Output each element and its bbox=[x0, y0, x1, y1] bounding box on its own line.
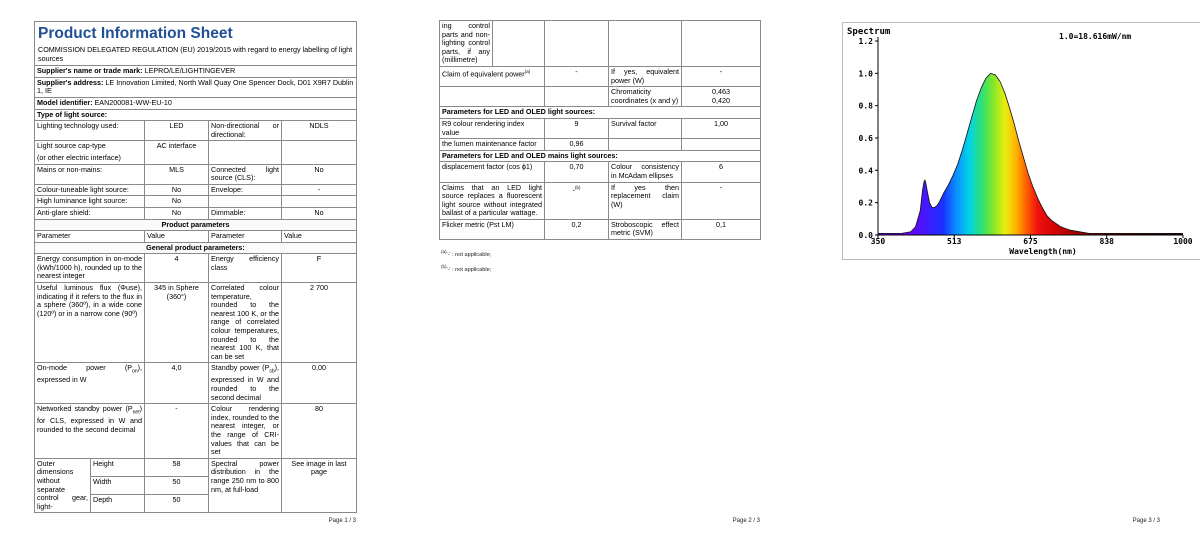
footnotes bbox=[441, 246, 491, 276]
supplier-name-row: Supplier's name or trade mark: LEPRO/LE/LIGHTINGEVER bbox=[35, 66, 357, 78]
displacement-label: displacement factor (cos ϕ1) bbox=[440, 162, 545, 182]
lumen-maintenance-label: the lumen maintenance factor bbox=[440, 139, 545, 151]
replacement-value: - bbox=[682, 182, 761, 219]
width-value: 50 bbox=[145, 476, 209, 494]
chart-title: Spectrum bbox=[847, 27, 891, 37]
product-parameters-header: Product parameters bbox=[35, 219, 357, 231]
energy-consumption-label: Energy consumption in on-mode (kWh/1000 h), rounded up to the nearest integer bbox=[35, 254, 145, 283]
column-header-value: Value bbox=[145, 231, 209, 243]
colour-tuneable-label: Colour-tuneable light source: bbox=[35, 184, 145, 196]
x-tick-label: 675 bbox=[1023, 237, 1038, 246]
colour-consistency-label: Colour consistency in McAdam ellipses bbox=[609, 162, 682, 182]
y-tick-label: 1.0 bbox=[858, 69, 873, 79]
spectrum-chart bbox=[842, 22, 1200, 260]
anti-glare-label: Anti-glare shield: bbox=[35, 207, 145, 219]
cct-value: 2 700 bbox=[282, 283, 357, 363]
general-params-header: General product parameters: bbox=[35, 242, 357, 254]
depth-value: 50 bbox=[145, 495, 209, 513]
page-number: Page 2 / 3 bbox=[732, 518, 760, 524]
flicker-value: 0,2 bbox=[545, 219, 609, 239]
y-tick-label: 0.8 bbox=[858, 101, 873, 111]
x-axis-label: Wavelength(nm) bbox=[1009, 247, 1077, 256]
dimmable-label: Dimmable: bbox=[209, 207, 282, 219]
height-value: 58 bbox=[145, 458, 209, 476]
envelope-label: Envelope: bbox=[209, 184, 282, 196]
cap-type-note: (or other electric interface) bbox=[37, 152, 121, 162]
standby-power-value: 0,00 bbox=[282, 363, 357, 404]
footnote-b: $^{(b)}$'-' : not applicable; bbox=[441, 263, 492, 273]
width-label: Width bbox=[91, 476, 145, 494]
equiv-power-label: If yes, equivalent power (W) bbox=[609, 66, 682, 86]
cri-value: 80 bbox=[282, 404, 357, 459]
page-3 bbox=[808, 0, 1200, 554]
mains-value: MLS bbox=[145, 164, 209, 184]
model-identifier-row: Model identifier: EAN200081-WW-EU-10 bbox=[35, 97, 357, 109]
cap-type-label: Light source cap-type bbox=[37, 141, 106, 151]
spectral-value: See image in last page bbox=[282, 458, 357, 513]
fluorescent-claim-label: Claims that an LED light source replaces a fluorescent light source without integrated ballast of a particular wattage. bbox=[440, 182, 545, 219]
page-number: Page 3 / 3 bbox=[1132, 518, 1160, 524]
anti-glare-value: No bbox=[145, 207, 209, 219]
energy-class-label: Energy efficiency class bbox=[209, 254, 282, 283]
stroboscopic-label: Stroboscopic effect metric (SVM) bbox=[609, 219, 682, 239]
x-tick-label: 1000 bbox=[1173, 237, 1193, 246]
displacement-value: 0,70 bbox=[545, 162, 609, 182]
stroboscopic-value: 0,1 bbox=[682, 219, 761, 239]
colour-consistency-value: 6 bbox=[682, 162, 761, 182]
y-tick-label: 0.0 bbox=[858, 231, 873, 240]
networked-standby-value: - bbox=[145, 404, 209, 459]
lighting-technology-label: Lighting technology used: bbox=[35, 121, 145, 141]
y-tick-label: 0.4 bbox=[858, 166, 873, 176]
page-number: Page 1 / 3 bbox=[328, 518, 356, 524]
energy-consumption-value: 4 bbox=[145, 254, 209, 283]
column-header-parameter: Parameter bbox=[35, 231, 145, 243]
survival-value: 1,00 bbox=[682, 118, 761, 138]
chromaticity-label: Chromaticity coordinates (x and y) bbox=[609, 87, 682, 107]
networked-standby-label: Networked standby power $(P_{net})$ for CLS, expressed in W and rounded to the second decimal bbox=[35, 404, 145, 459]
y-tick-label: 1.2 bbox=[858, 37, 873, 46]
column-header-value-2: Value bbox=[282, 231, 357, 243]
x-tick-label: 838 bbox=[1099, 237, 1114, 246]
cct-label: Correlated colour temperature, rounded to the nearest 100 K, or the range of correlated colour temperatures, rounded to the nearest 100 K, that can be set bbox=[209, 283, 282, 363]
spectrum-svg bbox=[843, 23, 1200, 259]
column-header-parameter-2: Parameter bbox=[209, 231, 282, 243]
spectrum-area bbox=[878, 73, 1183, 235]
mains-label: Mains or non-mains: bbox=[35, 164, 145, 184]
outer-dimensions-label: Outer dimensions without separate control gear, light- bbox=[35, 458, 91, 513]
non-directional-label: Non-directional or directional: bbox=[209, 121, 282, 141]
x-tick-label: 513 bbox=[947, 237, 962, 246]
plot-area bbox=[859, 37, 1193, 246]
supplier-address-row: Supplier's address: LE Innovation Limited, North Wall Quay One Spencer Dock, D01 X9R7 Dublin 1, IE bbox=[35, 77, 357, 97]
page-title: Product Information Sheet bbox=[38, 25, 233, 42]
footnote-a: $^{(a)}$'-' : not applicable; bbox=[441, 249, 492, 258]
non-directional-value: NDLS bbox=[282, 121, 357, 141]
equiv-claim-label: Claim of equivalent power$^{(a)}$ bbox=[440, 66, 545, 86]
equiv-claim-value: - bbox=[545, 66, 609, 86]
energy-class-value: F bbox=[282, 254, 357, 283]
colour-tuneable-value: No bbox=[145, 184, 209, 196]
survival-label: Survival factor bbox=[609, 118, 682, 138]
y-tick-label: 0.6 bbox=[858, 134, 873, 143]
product-info-table bbox=[34, 21, 357, 513]
page-2 bbox=[404, 0, 800, 554]
led-oled-header: Parameters for LED and OLED light sources: bbox=[440, 107, 761, 119]
luminous-flux-value: 345 in Sphere (360°) bbox=[145, 283, 209, 363]
dimensions-continued-label: ing control parts and non-lighting control parts, if any (millimetre) bbox=[440, 21, 493, 67]
equiv-power-value: - bbox=[682, 66, 761, 86]
cap-type-value: AC interface bbox=[145, 141, 209, 164]
r9-label: R9 colour rendering index value bbox=[440, 118, 545, 138]
replacement-label: If yes then replacement claim (W) bbox=[609, 182, 682, 219]
led-parameters-table bbox=[439, 20, 761, 240]
onmode-power-label: On-mode power $(P_{on})$, expressed in W bbox=[35, 363, 145, 404]
dimmable-value: No bbox=[282, 207, 357, 219]
page-1 bbox=[0, 0, 396, 554]
cls-value: No bbox=[282, 164, 357, 184]
spectral-label: Spectral power distribution in the range 250 nm to 800 nm, at full-load bbox=[209, 458, 282, 513]
chromaticity-x: 0,463 bbox=[712, 87, 730, 97]
y-tick-label: 0.2 bbox=[858, 198, 873, 208]
fluorescent-claim-value: -$^{(b)}$ bbox=[545, 182, 609, 219]
r9-value: 9 bbox=[545, 118, 609, 138]
flicker-label: Flicker metric (Pst LM) bbox=[440, 219, 545, 239]
cri-label: Colour rendering index, rounded to the nearest integer, or the range of CRI-values that can be set bbox=[209, 404, 282, 459]
height-label: Height bbox=[91, 458, 145, 476]
lumen-maintenance-value: 0,96 bbox=[545, 139, 609, 151]
luminous-flux-label: Useful luminous flux (Φuse), indicating if it refers to the flux in a sphere (360º), in a wide cone (120º) or in a narrow cone (90º) bbox=[35, 283, 145, 363]
high-luminance-value: No bbox=[145, 196, 209, 208]
type-header: Type of light source: bbox=[35, 109, 357, 121]
chromaticity-y: 0,420 bbox=[712, 95, 730, 105]
x-tick-label: 350 bbox=[870, 237, 886, 246]
regulation-text: COMMISSION DELEGATED REGULATION (EU) 2019/2015 with regard to energy labelling of light sources bbox=[38, 45, 353, 63]
led-mains-header: Parameters for LED and OLED mains light sources: bbox=[440, 150, 761, 162]
cls-label: Connected light source (CLS): bbox=[209, 164, 282, 184]
depth-label: Depth bbox=[91, 495, 145, 513]
chart-annotation: 1.0=18.616mW/nm bbox=[1059, 32, 1132, 41]
high-luminance-label: High luminance light source: bbox=[35, 196, 145, 208]
envelope-value: - bbox=[282, 184, 357, 196]
standby-power-label: Standby power $(P_{sb})$, expressed in W and rounded to the second decimal bbox=[209, 363, 282, 404]
onmode-power-value: 4,0 bbox=[145, 363, 209, 404]
lighting-technology-value: LED bbox=[145, 121, 209, 141]
